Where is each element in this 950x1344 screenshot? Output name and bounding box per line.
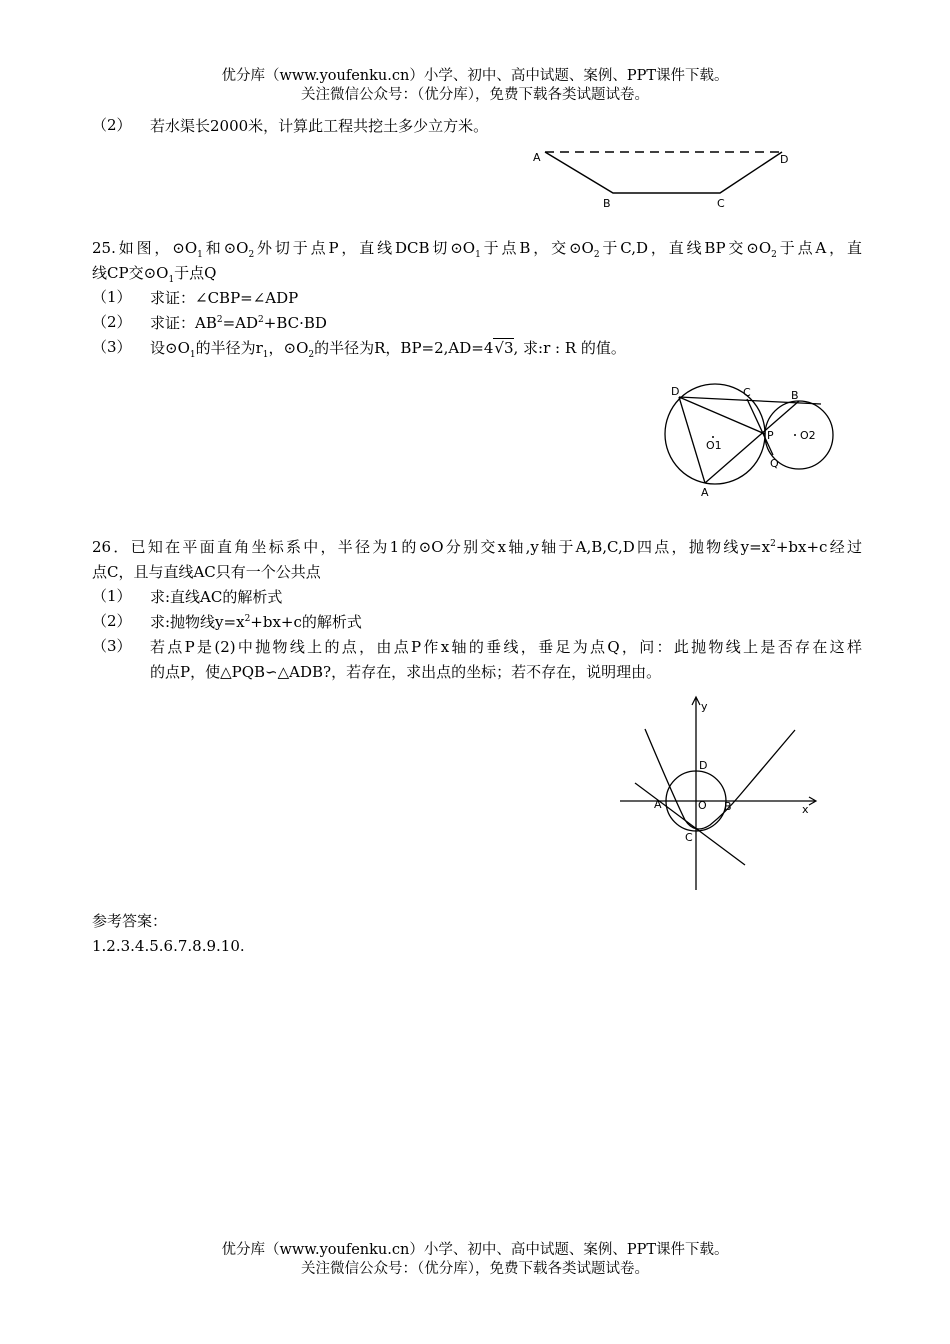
q24-item-number: （2）: [92, 116, 132, 134]
q25-item2-text: 求证：$AB^2=AD^2+BC\cdot BD$: [150, 314, 327, 332]
line-da: [679, 397, 705, 483]
sqrt-symbol: √3: [494, 339, 514, 357]
q26-item3-text: 若点P是(2)中抛物线上的点，由点P作x轴的垂线，垂足为点Q，问：此抛物线上是否存在这样 的点P，使△PQB∽△ADB?，若存在，求出点的坐标；若不存在，说明理由。: [150, 638, 862, 681]
q25-item3-number: （3）: [92, 338, 132, 356]
label-B: B: [724, 800, 732, 813]
center-o1-dot: [712, 436, 714, 438]
answers-list: 1.2.3.4.5.6.7.8.9.10.: [92, 937, 245, 955]
label-A: A: [701, 486, 709, 499]
q26-item1-text: 求:直线AC的解析式: [150, 588, 283, 606]
page-footer: [0, 1241, 950, 1279]
coordinate-figure: [615, 695, 825, 895]
label-A: A: [654, 798, 662, 811]
label-O2: O2: [800, 429, 816, 442]
footer-line-1: 优分库（www.youfenku.cn）小学、初中、高中试题、案例、PPT课件下载。: [221, 1242, 729, 1258]
center-o2-dot: [794, 434, 796, 436]
page-header: [0, 67, 950, 105]
line-ac: [635, 783, 745, 865]
label-O: O: [698, 799, 707, 812]
q26-stem: 26．已知在平面直角坐标系中，半径为1的⊙O分别交x轴,y轴于A,B,C,D四点，抛物线$y=x^2+bx+c$经过 点C，且与直线AC只有一个公共点: [92, 538, 862, 581]
q26-item3-number: （3）: [92, 637, 132, 655]
trapezoid-figure: [530, 145, 800, 210]
answers-title: 参考答案：: [92, 912, 168, 930]
q26-item1-number: （1）: [92, 587, 132, 605]
q25-stem: 25.如图，$⊙O_1$和$⊙O_2$外切于点P，直线DCB切$⊙O_1$于点B，交$⊙O_2$于C,D，直线BP交$⊙O_2$于点A，直 线CP交$⊙O_1$于点Q: [92, 239, 862, 285]
q25-item1-text: 求证：∠CBP=∠ADP: [150, 289, 299, 307]
q26-item2-text: 求:抛物线$y=x^2+bx+c$的解析式: [150, 613, 362, 631]
label-D: D: [671, 385, 680, 398]
label-C: C: [743, 386, 751, 399]
label-Q: Q: [770, 457, 779, 470]
channel-outline: [545, 152, 782, 193]
tangent-circles-figure: [655, 383, 830, 503]
header-line-1: 优分库（www.youfenku.cn）小学、初中、高中试题、案例、PPT课件下载。: [221, 68, 729, 84]
header-line-2: 关注微信公众号：（优分库），免费下载各类试题试卷。: [301, 87, 649, 103]
label-P: P: [767, 429, 774, 442]
label-A: A: [533, 151, 541, 164]
q26-item2-number: （2）: [92, 612, 132, 630]
label-D: D: [780, 153, 789, 166]
label-B: B: [603, 197, 611, 210]
q25-item2-number: （2）: [92, 313, 132, 331]
label-C: C: [717, 197, 725, 210]
line-dp: [679, 397, 765, 434]
parabola: [645, 729, 795, 829]
label-C: C: [685, 831, 693, 844]
label-B: B: [791, 389, 799, 402]
q25-item3-text: 设$⊙O_1$的半径为$r_1$，$⊙O_2$的半径为R，BP=2,AD=4√3, 求:r : R 的值。: [150, 339, 626, 360]
label-D: D: [699, 759, 708, 772]
footer-line-2: 关注微信公众号：（优分库），免费下载各类试题试卷。: [301, 1261, 649, 1277]
q24-item-text: 若水渠长2000米，计算此工程共挖土多少立方米。: [150, 117, 489, 135]
label-O1: O1: [706, 439, 722, 452]
q25-item1-number: （1）: [92, 288, 132, 306]
label-x: x: [802, 803, 809, 816]
label-y: y: [701, 700, 708, 713]
